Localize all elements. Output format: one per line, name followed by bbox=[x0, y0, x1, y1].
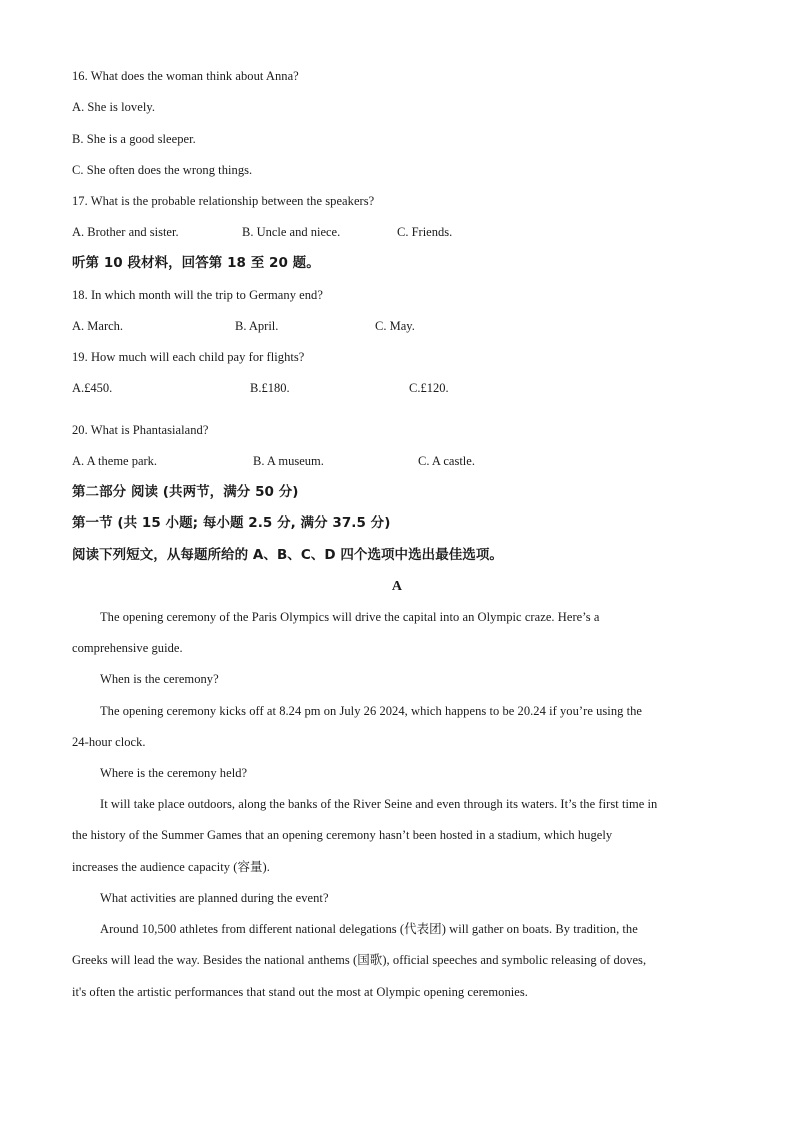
q16-option-c: C. She often does the wrong things. bbox=[72, 163, 253, 177]
q18-option-c: C. May. bbox=[375, 319, 415, 333]
q18-option-a: A. March. bbox=[72, 319, 124, 333]
q20-option-b: B. A museum. bbox=[253, 454, 324, 468]
q18-option-b: B. April. bbox=[235, 319, 279, 333]
part-2-heading: 第二部分 阅读 (共两节，满分 50 分) bbox=[72, 484, 299, 500]
passage-subheading: Where is the ceremony held? bbox=[100, 766, 248, 780]
q19-option-c: C.£120. bbox=[409, 381, 449, 395]
q17-option-a: A. Brother and sister. bbox=[72, 225, 179, 239]
passage-subheading: What activities are planned during the event? bbox=[100, 891, 329, 905]
q20-option-a: A. A theme park. bbox=[72, 454, 158, 468]
passage-line: It will take place outdoors, along the banks of the River Seine and even through its waters. It’s the first time in bbox=[100, 797, 658, 811]
passage-label: A bbox=[391, 579, 403, 594]
q16-option-b: B. She is a good sleeper. bbox=[72, 132, 196, 146]
passage-line: increases the audience capacity (容量). bbox=[72, 860, 270, 874]
question-20: 20. What is Phantasialand? bbox=[72, 423, 209, 437]
section-1-heading: 第一节 (共 15 小题; 每小题 2.5 分, 满分 37.5 分) bbox=[72, 515, 391, 531]
passage-line: 24-hour clock. bbox=[72, 735, 146, 749]
q19-option-a: A.£450. bbox=[72, 381, 113, 395]
section-10-heading: 听第 10 段材料，回答第 18 至 20 题。 bbox=[72, 255, 320, 271]
passage-line: The opening ceremony kicks off at 8.24 pm on July 26 2024, which happens to be 20.24 if you’re using the bbox=[100, 704, 643, 718]
passage-line: the history of the Summer Games that an opening ceremony hasn’t been hosted in a stadium, which hugely bbox=[72, 828, 613, 842]
question-19: 19. How much will each child pay for flights? bbox=[72, 350, 305, 364]
question-16: 16. What does the woman think about Anna? bbox=[72, 69, 299, 83]
question-17: 17. What is the probable relationship between the speakers? bbox=[72, 194, 375, 208]
passage-line: it's often the artistic performances that stand out the most at Olympic opening ceremonies. bbox=[72, 985, 528, 999]
q16-option-a: A. She is lovely. bbox=[72, 100, 156, 114]
passage-line: Greeks will lead the way. Besides the national anthems (国歌), official speeches and symbolic releasing of doves, bbox=[72, 953, 647, 967]
q17-option-b: B. Uncle and niece. bbox=[242, 225, 341, 239]
passage-line: The opening ceremony of the Paris Olympics will drive the capital into an Olympic craze. Here’s a bbox=[100, 610, 600, 624]
passage-subheading: When is the ceremony? bbox=[100, 672, 219, 686]
question-18: 18. In which month will the trip to Germany end? bbox=[72, 288, 323, 302]
passage-line: comprehensive guide. bbox=[72, 641, 183, 655]
q17-option-c: C. Friends. bbox=[397, 225, 453, 239]
q20-option-c: C. A castle. bbox=[418, 454, 475, 468]
reading-instruction: 阅读下列短文，从每题所给的 A、B、C、D 四个选项中选出最佳选项。 bbox=[72, 547, 503, 563]
passage-line: Around 10,500 athletes from different national delegations (代表团) will gather on boats. By tradition, the bbox=[100, 922, 638, 936]
q19-option-b: B.£180. bbox=[250, 381, 290, 395]
